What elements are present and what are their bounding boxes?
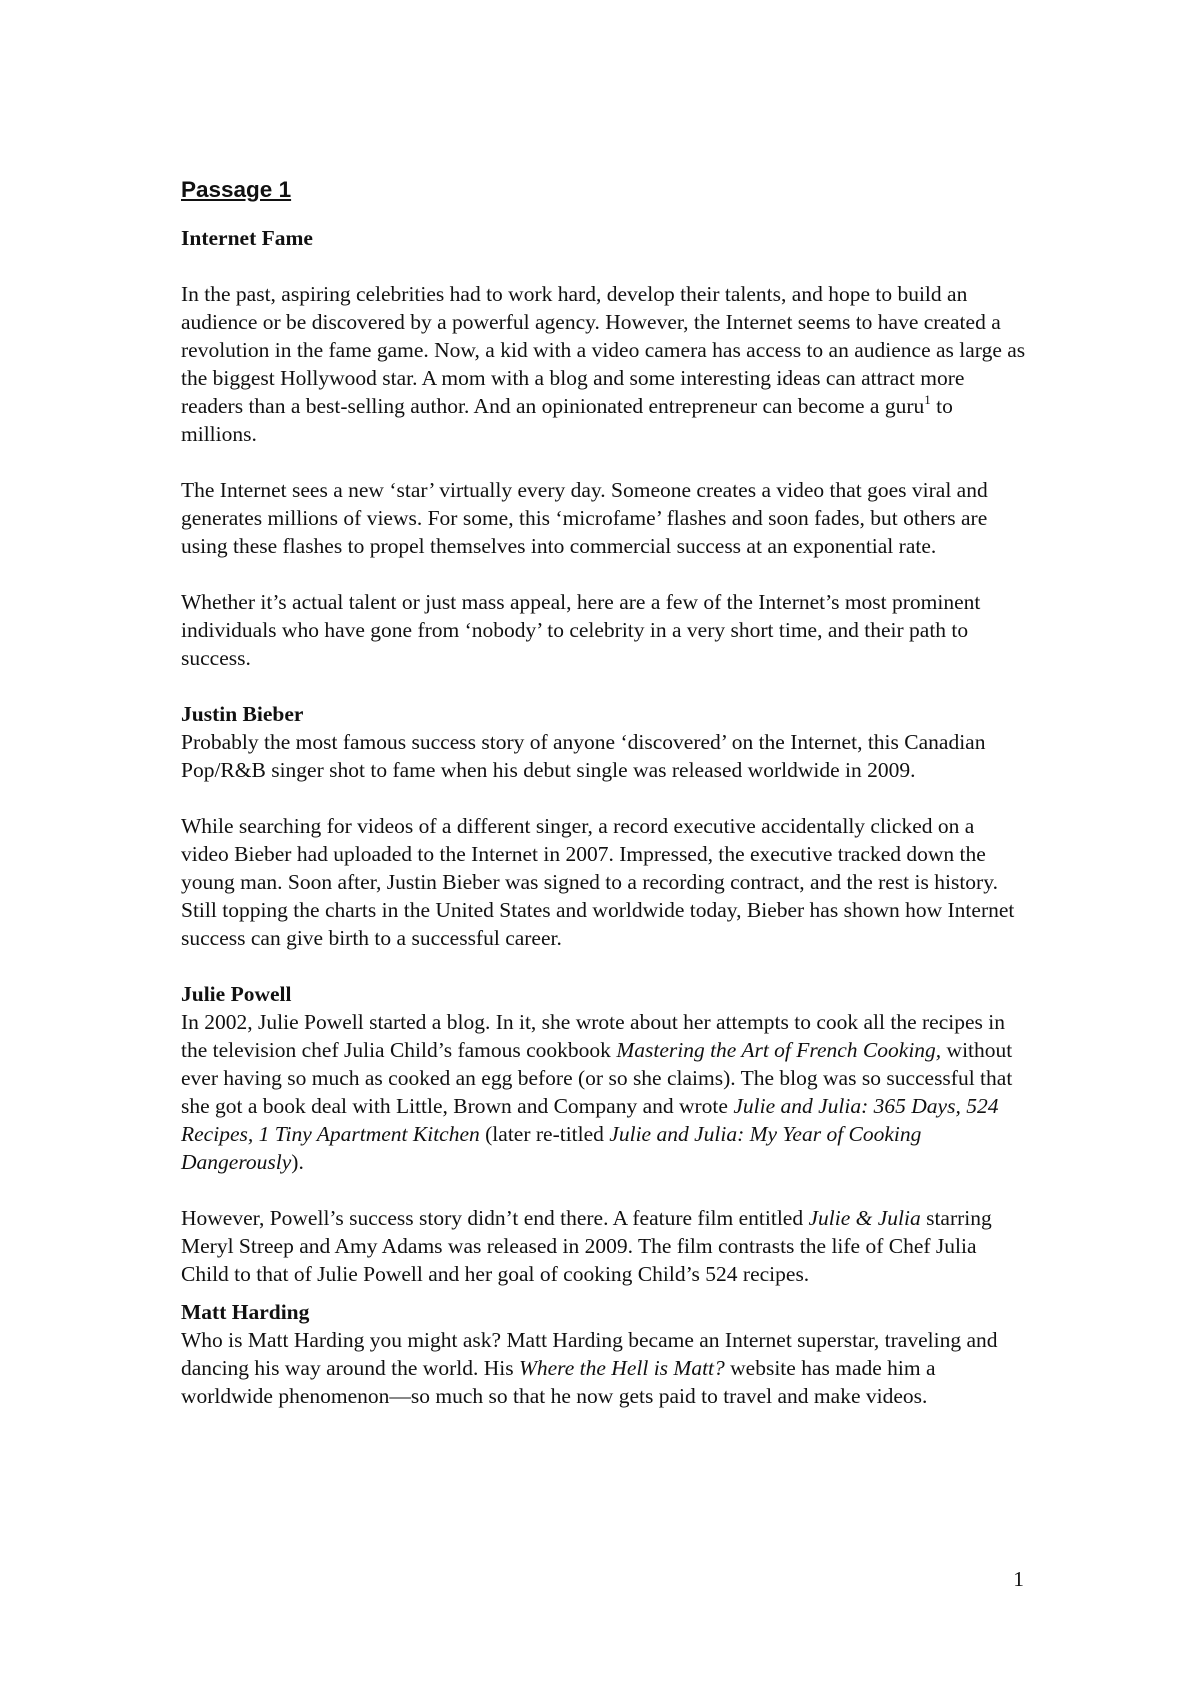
intro-paragraph-1 (181, 280, 1026, 448)
powell-p1-text-3: (later re-titled (479, 1122, 610, 1146)
footnote-marker: 1 (924, 392, 931, 407)
intro-p1-text: In the past, aspiring celebrities had to work hard, develop their talents, and hope to build an audience or be discovered by a powerful agency. However, the Internet seems to have created a revolution in the fame game. Now, a kid with a video camera has access to an audience as large as the biggest Hollywood star. A mom with a blog and some interesting ideas can attract more readers than a best-selling author. And an opinionated entrepreneur can become a guru (181, 282, 1026, 418)
website-title: Where the Hell is Matt? (518, 1356, 725, 1380)
passage-label: Passage 1 (181, 177, 292, 202)
intro-p1-tail: to millions. (181, 394, 953, 446)
powell-paragraph-2 (181, 1204, 1026, 1288)
powell-paragraph-1 (181, 1008, 1026, 1176)
document-page (181, 176, 1026, 1438)
book-title-julie-and-julia: Julie and Julia: 365 Days, 524 Recipes, 1 Tiny Apartment Kitchen (181, 1094, 999, 1146)
powell-p2-text-1: However, Powell’s success story didn’t end there. A feature film entitled (181, 1206, 809, 1230)
section-heading-powell: Julie Powell (181, 982, 292, 1006)
section-heading-harding: Matt Harding (181, 1300, 310, 1324)
powell-p1-text-2: without ever having so much as cooked an egg before (or so she claims). The blog was so successful that she got a book deal with Little, Brown and Company and wrote (181, 1038, 1013, 1118)
bieber-paragraph-1: Probably the most famous success story of anyone ‘discovered’ on the Internet, this Canadian Pop/R&B singer shot to fame when his debut single was released worldwide in 2009. (181, 730, 986, 782)
section-heading-bieber: Justin Bieber (181, 702, 304, 726)
film-title: Julie & Julia (808, 1206, 921, 1230)
harding-paragraph-1 (181, 1326, 1026, 1410)
powell-p1-text-1: In 2002, Julie Powell started a blog. In it, she wrote about her attempts to cook all the recipes in the television chef Julia Child’s famous cookbook (181, 1010, 1005, 1062)
intro-paragraph-2: The Internet sees a new ‘star’ virtually every day. Someone creates a video that goes viral and generates millions of views. For some, this ‘microfame’ flashes and soon fades, but others are using these flashes to propel themselves into commercial success at an exponential rate. (181, 478, 988, 558)
powell-p1-text-4: ). (291, 1150, 304, 1174)
page-number: 1 (1013, 1567, 1024, 1591)
harding-p1-text-1: Who is Matt Harding you might ask? Matt Harding became an Internet superstar, traveling and dancing his way around the world. His (181, 1328, 998, 1380)
document-title: Internet Fame (181, 226, 313, 250)
book-title-mastering: Mastering the Art of French Cooking, (616, 1038, 942, 1062)
powell-p2-text-2: starring Meryl Streep and Amy Adams was released in 2009. The film contrasts the life of Chef Julia Child to that of Julie Powell and her goal of cooking Child’s 524 recipes. (181, 1206, 992, 1286)
book-title-retitled: Julie and Julia: My Year of Cooking Dangerously (181, 1122, 922, 1174)
bieber-paragraph-2: While searching for videos of a different singer, a record executive accidentally clicked on a video Bieber had uploaded to the Internet in 2007. Impressed, the executive tracked down the young man. Soon after, Justin Bieber was signed to a recording contract, and the rest is history. Still topping the charts in the United States and worldwide today, Bieber has shown how Internet success can give birth to a successful career. (181, 814, 1015, 950)
intro-paragraph-3: Whether it’s actual talent or just mass appeal, here are a few of the Internet’s most prominent individuals who have gone from ‘nobody’ to celebrity in a very short time, and their path to success. (181, 590, 981, 670)
harding-p1-text-2: website has made him a worldwide phenomenon—so much so that he now gets paid to travel and make videos. (181, 1356, 936, 1408)
